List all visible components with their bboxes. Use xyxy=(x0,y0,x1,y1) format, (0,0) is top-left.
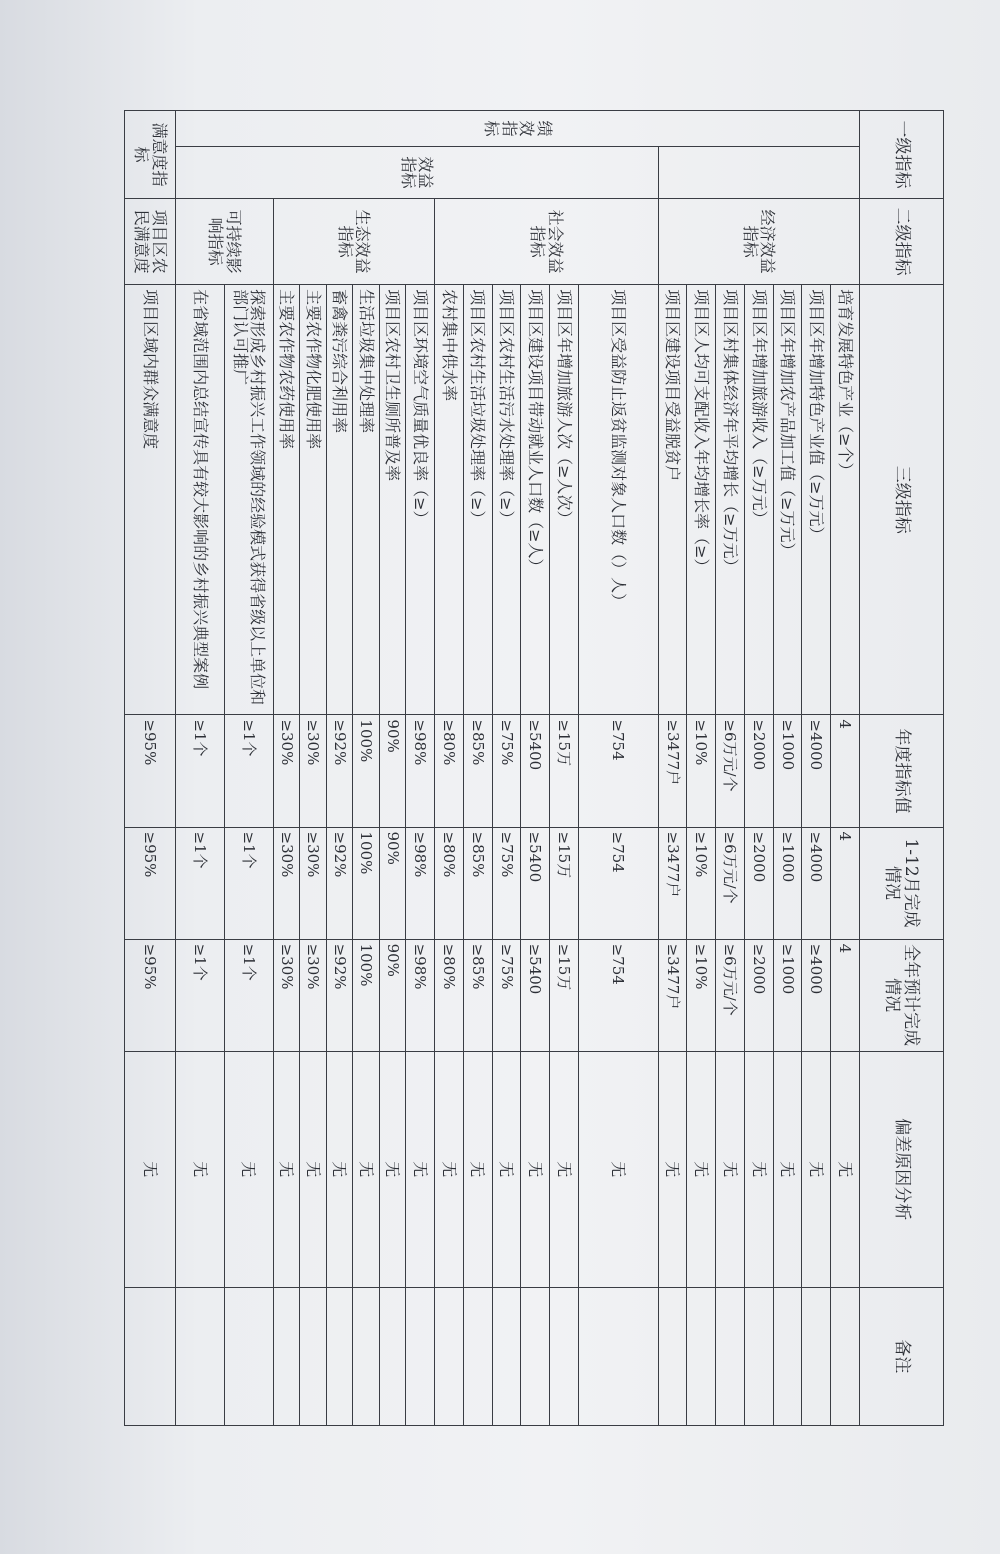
table-row xyxy=(176,111,225,1426)
table-row xyxy=(435,111,464,1426)
remarks-cell xyxy=(550,1287,579,1425)
jan-dec-value-cell: ≥754 xyxy=(578,827,658,939)
full-year-value-cell: ≥80% xyxy=(435,939,464,1051)
indicator-cell: 项目区村集体经济年平均增长（≥万元） xyxy=(716,285,745,715)
indicator-cell: 生活垃圾集中处理率 xyxy=(353,285,380,715)
indicator-cell: 项目区域内群众满意度 xyxy=(125,285,176,715)
target-value-cell: ≥1个 xyxy=(176,715,225,827)
full-year-value-cell: ≥1000 xyxy=(773,939,802,1051)
jan-dec-value-cell: 100% xyxy=(353,827,380,939)
table-row xyxy=(831,111,860,1426)
level2-social-cell: 社会效益指标 xyxy=(435,199,659,285)
target-value-cell: ≥1000 xyxy=(773,715,802,827)
deviation-cell: 无 xyxy=(435,1051,464,1287)
target-value-cell: ≥1个 xyxy=(224,715,273,827)
full-year-value-cell: ≥15万 xyxy=(550,939,579,1051)
deviation-cell: 无 xyxy=(176,1051,225,1287)
target-value-cell: 90% xyxy=(379,715,406,827)
table-row xyxy=(716,111,745,1426)
deviation-cell: 无 xyxy=(658,1051,687,1287)
jan-dec-value-cell: 90% xyxy=(379,827,406,939)
indicator-cell: 项目区农村生活污水处理率（≥） xyxy=(492,285,521,715)
jan-dec-value-cell: ≥3477户 xyxy=(658,827,687,939)
table-row xyxy=(406,111,435,1426)
level1-blank-cell xyxy=(658,147,859,199)
deviation-cell: 无 xyxy=(326,1051,353,1287)
indicator-cell: 培育发展特色产业（≥个） xyxy=(831,285,860,715)
full-year-value-cell: ≥75% xyxy=(492,939,521,1051)
full-year-value-cell: ≥1个 xyxy=(224,939,273,1051)
remarks-cell xyxy=(802,1287,831,1425)
deviation-cell: 无 xyxy=(831,1051,860,1287)
deviation-cell: 无 xyxy=(273,1051,300,1287)
header-deviation: 偏差原因分析 xyxy=(859,1051,943,1287)
jan-dec-value-cell: ≥10% xyxy=(687,827,716,939)
full-year-value-cell: 90% xyxy=(379,939,406,1051)
header-level3: 三级指标 xyxy=(859,285,943,715)
header-full-year: 全年预计完成情况 xyxy=(859,939,943,1051)
level2-ecological-cell: 生态效益指标 xyxy=(273,199,435,285)
deviation-cell: 无 xyxy=(716,1051,745,1287)
indicator-cell: 项目区受益防止返贫监测对象人口数（）人） xyxy=(578,285,658,715)
remarks-cell xyxy=(125,1287,176,1425)
remarks-cell xyxy=(658,1287,687,1425)
remarks-cell xyxy=(773,1287,802,1425)
target-value-cell: ≥754 xyxy=(578,715,658,827)
jan-dec-value-cell: ≥98% xyxy=(406,827,435,939)
deviation-cell: 无 xyxy=(406,1051,435,1287)
full-year-value-cell: ≥10% xyxy=(687,939,716,1051)
table-row xyxy=(224,111,273,1426)
indicator-cell: 项目区年增加旅游收入（≥万元） xyxy=(744,285,773,715)
jan-dec-value-cell: ≥85% xyxy=(463,827,492,939)
table-row xyxy=(463,111,492,1426)
indicator-cell: 项目区建设项目受益脱贫户 xyxy=(658,285,687,715)
remarks-cell xyxy=(716,1287,745,1425)
table-row xyxy=(773,111,802,1426)
target-value-cell: ≥75% xyxy=(492,715,521,827)
header-remarks: 备注 xyxy=(859,1287,943,1425)
full-year-value-cell: ≥30% xyxy=(300,939,327,1051)
target-value-cell: ≥30% xyxy=(273,715,300,827)
table-row xyxy=(802,111,831,1426)
header-level1: 一级指标 xyxy=(859,111,943,199)
table-row xyxy=(744,111,773,1426)
deviation-cell: 无 xyxy=(773,1051,802,1287)
target-value-cell: ≥3477户 xyxy=(658,715,687,827)
full-year-value-cell: ≥5400 xyxy=(521,939,550,1051)
deviation-cell: 无 xyxy=(379,1051,406,1287)
level1-satisfaction-cell: 满意度指标 xyxy=(125,111,176,199)
level2-economic-cell: 经济效益指标 xyxy=(658,199,859,285)
deviation-cell: 无 xyxy=(802,1051,831,1287)
performance-indicator-table xyxy=(124,110,944,1426)
deviation-cell: 无 xyxy=(224,1051,273,1287)
indicator-cell: 探索形成乡村振兴工作领域的经验模式获得省级以上单位和部门认可推广 xyxy=(224,285,273,715)
table-row xyxy=(658,111,687,1426)
table-row xyxy=(578,111,658,1426)
full-year-value-cell: ≥30% xyxy=(273,939,300,1051)
deviation-cell: 无 xyxy=(353,1051,380,1287)
remarks-cell xyxy=(492,1287,521,1425)
full-year-value-cell: ≥754 xyxy=(578,939,658,1051)
remarks-cell xyxy=(578,1287,658,1425)
target-value-cell: ≥92% xyxy=(326,715,353,827)
indicator-cell: 项目区年增加旅游人次（≥人次） xyxy=(550,285,579,715)
indicator-cell: 主要农作物农药使用率 xyxy=(273,285,300,715)
jan-dec-value-cell: ≥15万 xyxy=(550,827,579,939)
level1-benefit-cell: 效益指标 xyxy=(176,147,658,199)
indicator-cell: 项目区农村生活垃圾处理率（≥） xyxy=(463,285,492,715)
target-value-cell: 4 xyxy=(831,715,860,827)
remarks-cell xyxy=(353,1287,380,1425)
jan-dec-value-cell: ≥80% xyxy=(435,827,464,939)
remarks-cell xyxy=(463,1287,492,1425)
full-year-value-cell: ≥3477户 xyxy=(658,939,687,1051)
header-row xyxy=(859,111,943,1426)
indicator-cell: 在省域范围内总结宣传具有较大影响的乡村振兴典型案例 xyxy=(176,285,225,715)
remarks-cell xyxy=(176,1287,225,1425)
indicator-cell: 畜禽粪污综合利用率 xyxy=(326,285,353,715)
full-year-value-cell: 4 xyxy=(831,939,860,1051)
indicator-cell: 农村集中供水率 xyxy=(435,285,464,715)
level2-satisfaction-cell: 项目区农民满意度 xyxy=(125,199,176,285)
remarks-cell xyxy=(831,1287,860,1425)
indicator-cell: 项目区人均可支配收入年均增长率（≥） xyxy=(687,285,716,715)
jan-dec-value-cell: 4 xyxy=(831,827,860,939)
table-row xyxy=(687,111,716,1426)
full-year-value-cell: ≥92% xyxy=(326,939,353,1051)
full-year-value-cell: ≥6万元/个 xyxy=(716,939,745,1051)
deviation-cell: 无 xyxy=(550,1051,579,1287)
deviation-cell: 无 xyxy=(521,1051,550,1287)
target-value-cell: 100% xyxy=(353,715,380,827)
indicator-cell: 主要农作物化肥使用率 xyxy=(300,285,327,715)
remarks-cell xyxy=(379,1287,406,1425)
deviation-cell: 无 xyxy=(492,1051,521,1287)
remarks-cell xyxy=(224,1287,273,1425)
level1-performance-cell: 绩效指标 xyxy=(176,111,860,147)
target-value-cell: ≥6万元/个 xyxy=(716,715,745,827)
deviation-cell: 无 xyxy=(463,1051,492,1287)
full-year-value-cell: ≥1个 xyxy=(176,939,225,1051)
jan-dec-value-cell: ≥30% xyxy=(273,827,300,939)
jan-dec-value-cell: ≥92% xyxy=(326,827,353,939)
indicator-cell: 项目区建设项目带动就业人口数（≥人） xyxy=(521,285,550,715)
target-value-cell: ≥95% xyxy=(125,715,176,827)
indicator-cell: 项目区年增加特色产业值（≥万元） xyxy=(802,285,831,715)
full-year-value-cell: ≥4000 xyxy=(802,939,831,1051)
target-value-cell: ≥80% xyxy=(435,715,464,827)
target-value-cell: ≥2000 xyxy=(744,715,773,827)
deviation-cell: 无 xyxy=(300,1051,327,1287)
rotated-table-container xyxy=(124,110,944,1426)
table-row xyxy=(125,111,176,1426)
remarks-cell xyxy=(326,1287,353,1425)
full-year-value-cell: ≥2000 xyxy=(744,939,773,1051)
table-row xyxy=(353,111,380,1426)
remarks-cell xyxy=(300,1287,327,1425)
remarks-cell xyxy=(687,1287,716,1425)
target-value-cell: ≥30% xyxy=(300,715,327,827)
jan-dec-value-cell: ≥5400 xyxy=(521,827,550,939)
remarks-cell xyxy=(435,1287,464,1425)
indicator-cell: 项目区年增加农产品加工值（≥万元） xyxy=(773,285,802,715)
table-row xyxy=(273,111,300,1426)
remarks-cell xyxy=(406,1287,435,1425)
target-value-cell: ≥5400 xyxy=(521,715,550,827)
deviation-cell: 无 xyxy=(687,1051,716,1287)
table-row xyxy=(550,111,579,1426)
full-year-value-cell: 100% xyxy=(353,939,380,1051)
deviation-cell: 无 xyxy=(744,1051,773,1287)
table-row xyxy=(521,111,550,1426)
header-jan-dec: 1-12月完成情况 xyxy=(859,827,943,939)
table-row xyxy=(492,111,521,1426)
level2-sustainable-cell: 可持续影响指标 xyxy=(176,199,273,285)
jan-dec-value-cell: ≥1000 xyxy=(773,827,802,939)
deviation-cell: 无 xyxy=(578,1051,658,1287)
table-row xyxy=(379,111,406,1426)
jan-dec-value-cell: ≥6万元/个 xyxy=(716,827,745,939)
target-value-cell: ≥98% xyxy=(406,715,435,827)
table-row xyxy=(300,111,327,1426)
full-year-value-cell: ≥85% xyxy=(463,939,492,1051)
jan-dec-value-cell: ≥1个 xyxy=(176,827,225,939)
full-year-value-cell: ≥95% xyxy=(125,939,176,1051)
target-value-cell: ≥10% xyxy=(687,715,716,827)
remarks-cell xyxy=(521,1287,550,1425)
header-level2: 二级指标 xyxy=(859,199,943,285)
deviation-cell: 无 xyxy=(125,1051,176,1287)
target-value-cell: ≥85% xyxy=(463,715,492,827)
full-year-value-cell: ≥98% xyxy=(406,939,435,1051)
jan-dec-value-cell: ≥75% xyxy=(492,827,521,939)
remarks-cell xyxy=(744,1287,773,1425)
target-value-cell: ≥4000 xyxy=(802,715,831,827)
jan-dec-value-cell: ≥1个 xyxy=(224,827,273,939)
table-row xyxy=(326,111,353,1426)
jan-dec-value-cell: ≥4000 xyxy=(802,827,831,939)
remarks-cell xyxy=(273,1287,300,1425)
jan-dec-value-cell: ≥2000 xyxy=(744,827,773,939)
jan-dec-value-cell: ≥95% xyxy=(125,827,176,939)
indicator-cell: 项目区环境空气质量优良率（≥） xyxy=(406,285,435,715)
jan-dec-value-cell: ≥30% xyxy=(300,827,327,939)
target-value-cell: ≥15万 xyxy=(550,715,579,827)
indicator-cell: 项目区农村卫生厕所普及率 xyxy=(379,285,406,715)
header-annual-target: 年度指标值 xyxy=(859,715,943,827)
